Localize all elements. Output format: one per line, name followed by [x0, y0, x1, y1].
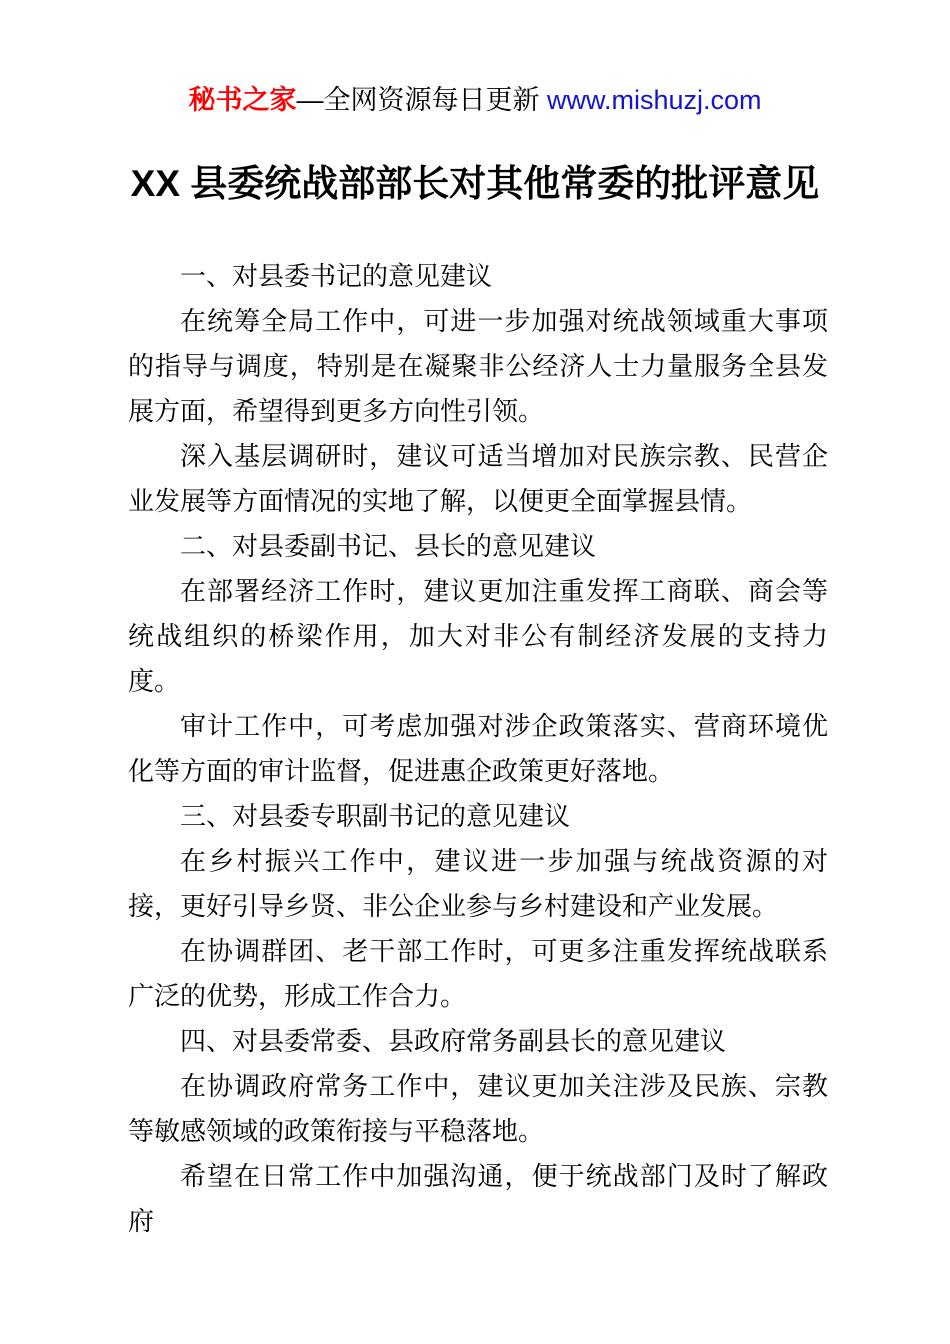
site-tagline: —全网资源每日更新 — [296, 85, 547, 115]
section-heading-4: 四、对县委常委、县政府常务副县长的意见建议 — [180, 1026, 727, 1056]
site-header — [0, 80, 950, 120]
paragraph: 希望在日常工作中加强沟通，便于统战部门及时了解政府 — [128, 1161, 828, 1236]
site-url-link[interactable]: www.mishuzj.com — [546, 85, 762, 115]
section-heading-3: 三、对县委专职副书记的意见建议 — [180, 801, 571, 831]
site-brand: 秘书之家 — [188, 85, 297, 115]
paragraph: 在协调群团、老干部工作时，可更多注重发挥统战联系广泛的优势，形成工作合力。 — [128, 936, 828, 1011]
paragraph: 深入基层调研时，建议可适当增加对民族宗教、民营企业发展等方面情况的实地了解，以便更全面掌握县情。 — [128, 441, 828, 516]
section-heading-1: 一、对县委书记的意见建议 — [180, 261, 493, 291]
section-heading-2: 二、对县委副书记、县长的意见建议 — [180, 531, 597, 561]
paragraph: 在乡村振兴工作中，建议进一步加强与统战资源的对接，更好引导乡贤、非公企业参与乡村建设和产业发展。 — [128, 846, 828, 921]
paragraph: 在部署经济工作时，建议更加注重发挥工商联、商会等统战组织的桥梁作用，加大对非公有制经济发展的支持力度。 — [128, 576, 828, 696]
document-body — [128, 254, 828, 1244]
paragraph: 在统筹全局工作中，可进一步加强对统战领域重大事项的指导与调度，特别是在凝聚非公经济人士力量服务全县发展方面，希望得到更多方向性引领。 — [128, 306, 828, 426]
paragraph: 在协调政府常务工作中，建议更加关注涉及民族、宗教等敏感领域的政策衔接与平稳落地。 — [128, 1071, 828, 1146]
paragraph: 审计工作中，可考虑加强对涉企政策落实、营商环境优化等方面的审计监督，促进惠企政策更好落地。 — [128, 711, 828, 786]
page-title: XX 县委统战部部长对其他常委的批评意见 — [130, 163, 820, 204]
